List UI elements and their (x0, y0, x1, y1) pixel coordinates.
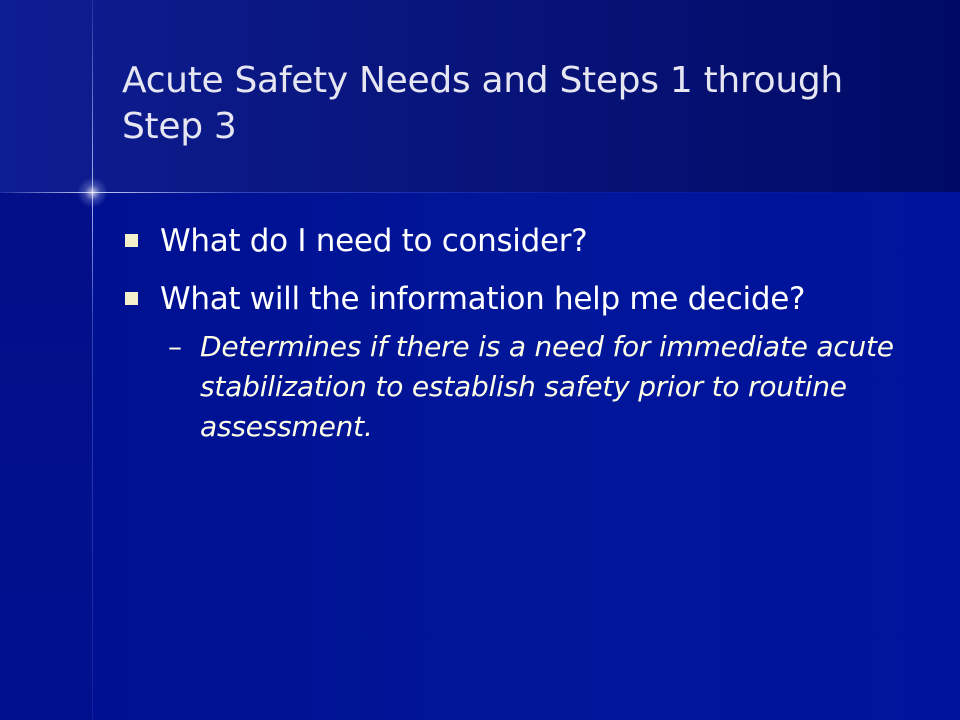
left-band (0, 192, 92, 720)
slide-body (124, 219, 914, 447)
square-bullet-icon (125, 292, 138, 305)
slide-title: Acute Safety Needs and Steps 1 through Step 3 (122, 60, 843, 147)
bullet-text: What do I need to consider? (160, 223, 588, 259)
bullet-text: What will the information help me decide? (160, 281, 806, 317)
sub-bullet-item (124, 327, 914, 447)
vertical-accent-line (92, 0, 93, 720)
dash-bullet-marker: – (168, 330, 182, 363)
sub-bullet-text: Determines if there is a need for immediate acute stabilization to establish safety prior to routine assessment. (200, 330, 894, 443)
horizontal-accent-line (0, 192, 960, 193)
light-flare-decoration (77, 177, 108, 208)
bullet-item (124, 277, 914, 321)
square-bullet-icon (125, 234, 138, 247)
bullet-item (124, 219, 914, 263)
